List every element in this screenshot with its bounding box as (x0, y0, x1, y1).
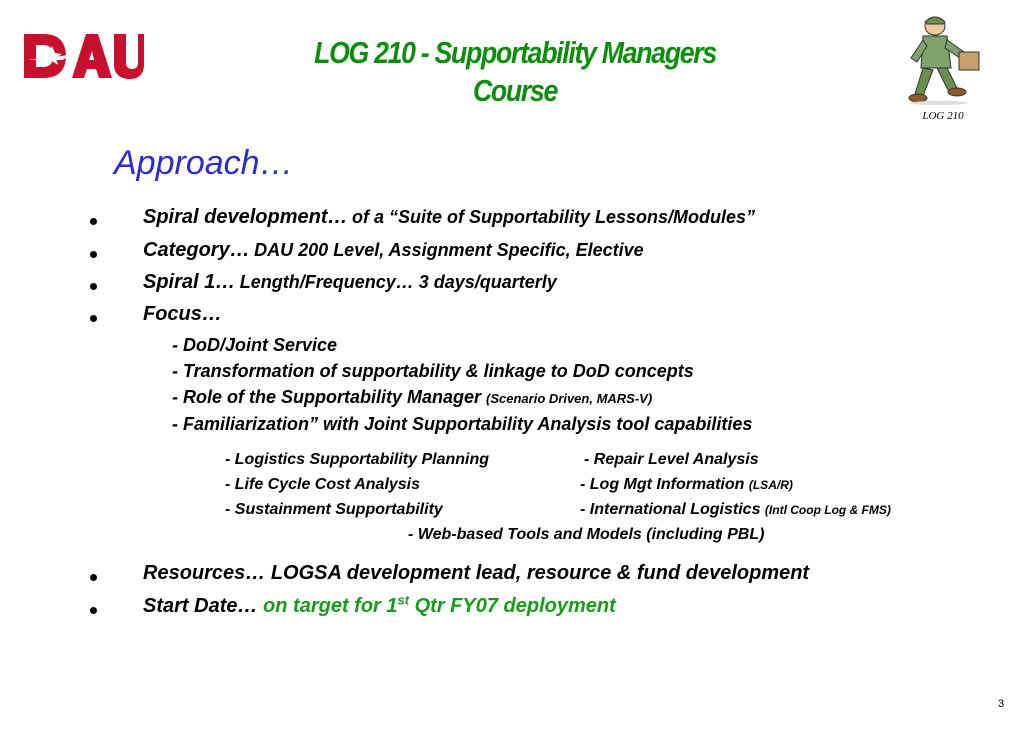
bullet-label: Spiral 1… (143, 271, 236, 293)
bullet-dot (90, 574, 97, 581)
bullet-label: Start Date… (143, 595, 258, 617)
focus-item: - Transformation of supportability & linkage to DoD concepts (172, 361, 694, 381)
bullet-label: Spiral development… (143, 206, 348, 228)
bullet-detail: DAU 200 Level, Assignment Specific, Elective (254, 240, 644, 260)
mascot-caption: LOG 210 (922, 110, 964, 122)
bullet-dot (90, 283, 97, 290)
focus-item: - Role of the Supportability Manager (Scenario Driven, MARS-V) (172, 387, 653, 407)
bullet-detail: LOGSA development lead, resource & fund development (270, 562, 810, 584)
bullet-label: Resources… (143, 562, 266, 584)
focus-item-note: (Scenario Driven, MARS-V) (486, 391, 653, 406)
tool-item: - Sustainment Supportability (225, 501, 443, 518)
soldier-mascot-icon (905, 14, 983, 106)
dau-logo (22, 30, 144, 82)
title-line-2: Course (472, 73, 558, 108)
focus-item: - Familiarization” with Joint Supportability Analysis tool capabilities (172, 414, 753, 434)
title-line-1: LOG 210 - Supportability Managers (314, 35, 716, 70)
section-heading: Approach… (114, 144, 294, 182)
bullet-dot (90, 251, 97, 258)
tool-item-note: (Intl Coop Log & FMS) (764, 503, 891, 517)
tool-item: - International Logistics (Intl Coop Log & FMS) (580, 501, 891, 518)
bullet-dot (90, 607, 97, 614)
bullet-detail: of a “Suite of Supportability Lessons/Modules” (351, 207, 755, 227)
focus-item: - DoD/Joint Service (172, 335, 338, 355)
tool-item: - Life Cycle Cost Analysis (225, 476, 421, 493)
bullet-dot (90, 315, 97, 322)
bullet-detail: on target for 1st Qtr FY07 deployment (263, 592, 616, 617)
page-title (253, 34, 778, 110)
bullet-dot (90, 218, 97, 225)
bullet-label: Category… (143, 239, 250, 261)
tool-item-web: - Web-based Tools and Models (including PBL) (408, 526, 765, 543)
tool-item: - Logistics Supportability Planning (225, 451, 490, 468)
tool-item: - Repair Level Analysis (584, 451, 759, 468)
bullet-label: Focus… (143, 303, 222, 325)
tool-item-note: (LSA/R) (748, 478, 793, 492)
bullet-detail: Length/Frequency… 3 days/quarterly (239, 272, 557, 292)
page-number: 3 (998, 698, 1005, 710)
tool-item: - Log Mgt Information (LSA/R) (580, 476, 793, 493)
